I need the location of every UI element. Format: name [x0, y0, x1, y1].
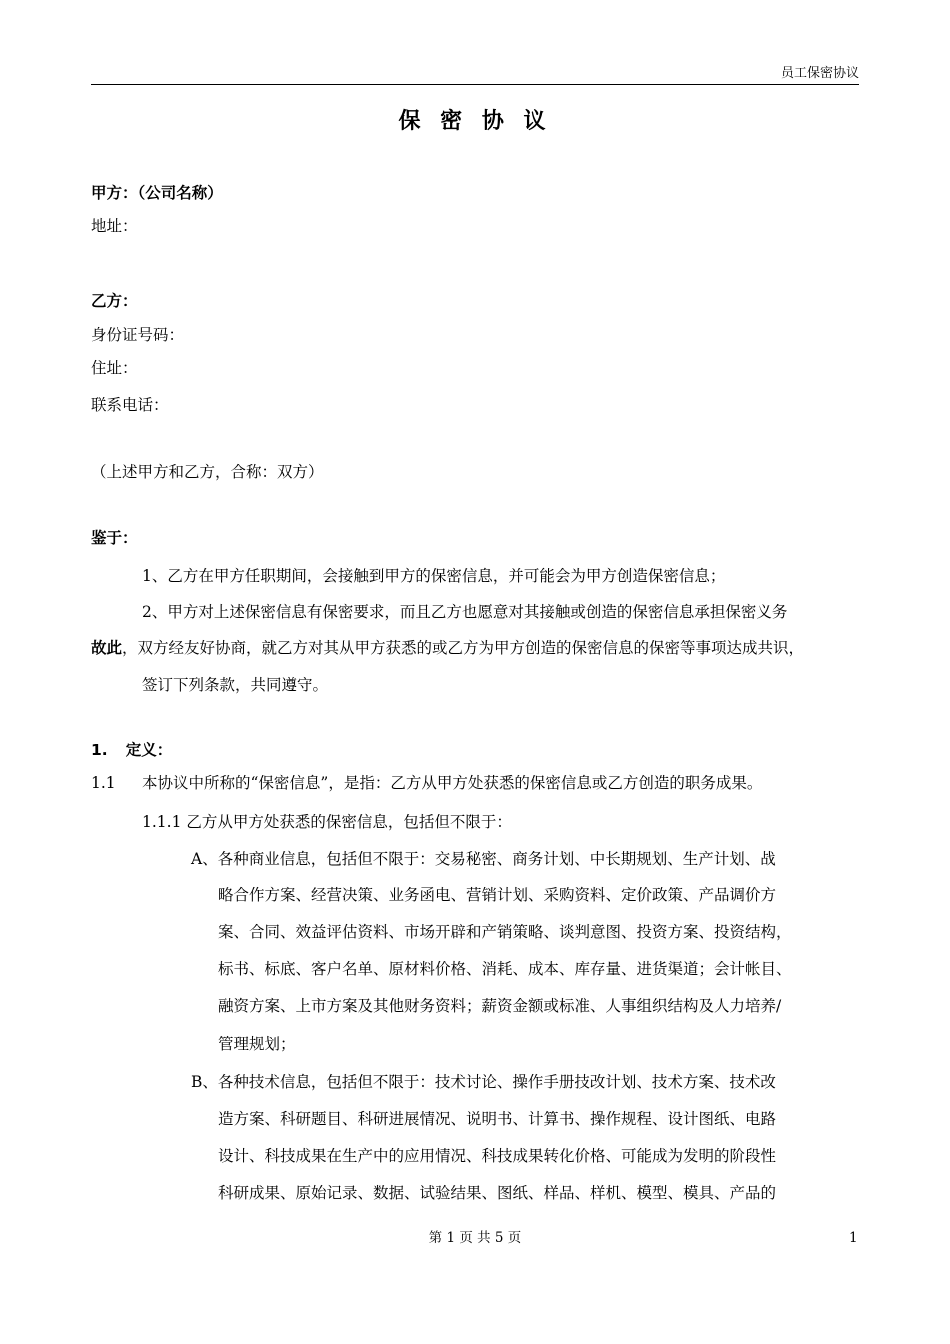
section-1-number: 1.	[91, 741, 108, 759]
party-b-id-number: 身份证号码：	[91, 326, 185, 344]
party-b-phone: 联系电话：	[91, 396, 169, 414]
party-b-label: 乙方：	[91, 292, 138, 310]
therefore-paragraph	[91, 638, 804, 658]
clause-1-1-1: 1.1.1 乙方从甲方处获悉的保密信息，包括但不限于：	[142, 813, 512, 831]
item-a-line: 融资方案、上市方案及其他财务资料；薪资金额或标准、人事组织结构及人力培养/	[218, 997, 782, 1015]
header-text: 员工保密协议	[780, 66, 859, 81]
item-a-line: 略合作方案、经营决策、业务函电、营销计划、采购资料、定价政策、产品调价方	[218, 886, 777, 904]
whereas-label: 鉴于：	[91, 529, 138, 547]
item-a-line: A、各种商业信息，包括但不限于：交易秘密、商务计划、中长期规划、生产计划、战	[191, 850, 776, 868]
item-b-line: 科研成果、原始记录、数据、试验结果、图纸、样品、样机、模型、模具、产品的	[218, 1184, 777, 1202]
footer-page-number: 1	[849, 1230, 858, 1246]
whereas-item-1: 1、乙方在甲方任职期间，会接触到甲方的保密信息，并可能会为甲方创造保密信息；	[142, 567, 726, 585]
party-a-label: 甲方：（公司名称）	[91, 184, 223, 202]
therefore-lead: 故此	[91, 639, 123, 657]
page-title: 保 密 协 议	[398, 109, 552, 134]
party-a-address: 地址：	[91, 217, 138, 235]
section-1-title: 定义：	[125, 741, 173, 759]
item-b-line: B、各种技术信息，包括但不限于：技术讨论、操作手册技改计划、技术方案、技术改	[191, 1073, 776, 1091]
page-header	[91, 64, 859, 85]
item-a-line: 管理规划；	[218, 1035, 296, 1053]
item-a-line: 标书、标底、客户名单、原材料价格、消耗、成本、库存量、进货渠道；会计帐目、	[218, 960, 792, 978]
both-parties-note: （上述甲方和乙方，合称：双方）	[91, 463, 324, 481]
party-b-address: 住址：	[91, 359, 138, 377]
item-b-line: 造方案、科研题目、科研进展情况、说明书、计算书、操作规程、设计图纸、电路	[218, 1110, 777, 1128]
item-b-line: 设计、科技成果在生产中的应用情况、科技成果转化价格、可能成为发明的阶段性	[218, 1147, 777, 1165]
whereas-item-2: 2、甲方对上述保密信息有保密要求，而且乙方也愿意对其接触或创造的保密信息承担保密义务	[142, 603, 788, 621]
item-a-line: 案、合同、效益评估资料、市场开辟和产销策略、谈判意图、投资方案、投资结构，	[218, 923, 792, 941]
clause-1-1-number: 1.1	[91, 774, 116, 792]
therefore-text: ，双方经友好协商，就乙方对其从甲方获悉的或乙方为甲方创造的保密信息的保密等事项达成共识，	[122, 639, 805, 657]
section-1-heading	[91, 740, 172, 760]
therefore-continuation: 签订下列条款，共同遵守。	[142, 676, 329, 694]
clause-1-1-text: 本协议中所称的“保密信息”，是指：乙方从甲方处获悉的保密信息或乙方创造的职务成果。	[142, 774, 763, 792]
footer-page-info: 第 1 页 共 5 页	[428, 1230, 522, 1246]
